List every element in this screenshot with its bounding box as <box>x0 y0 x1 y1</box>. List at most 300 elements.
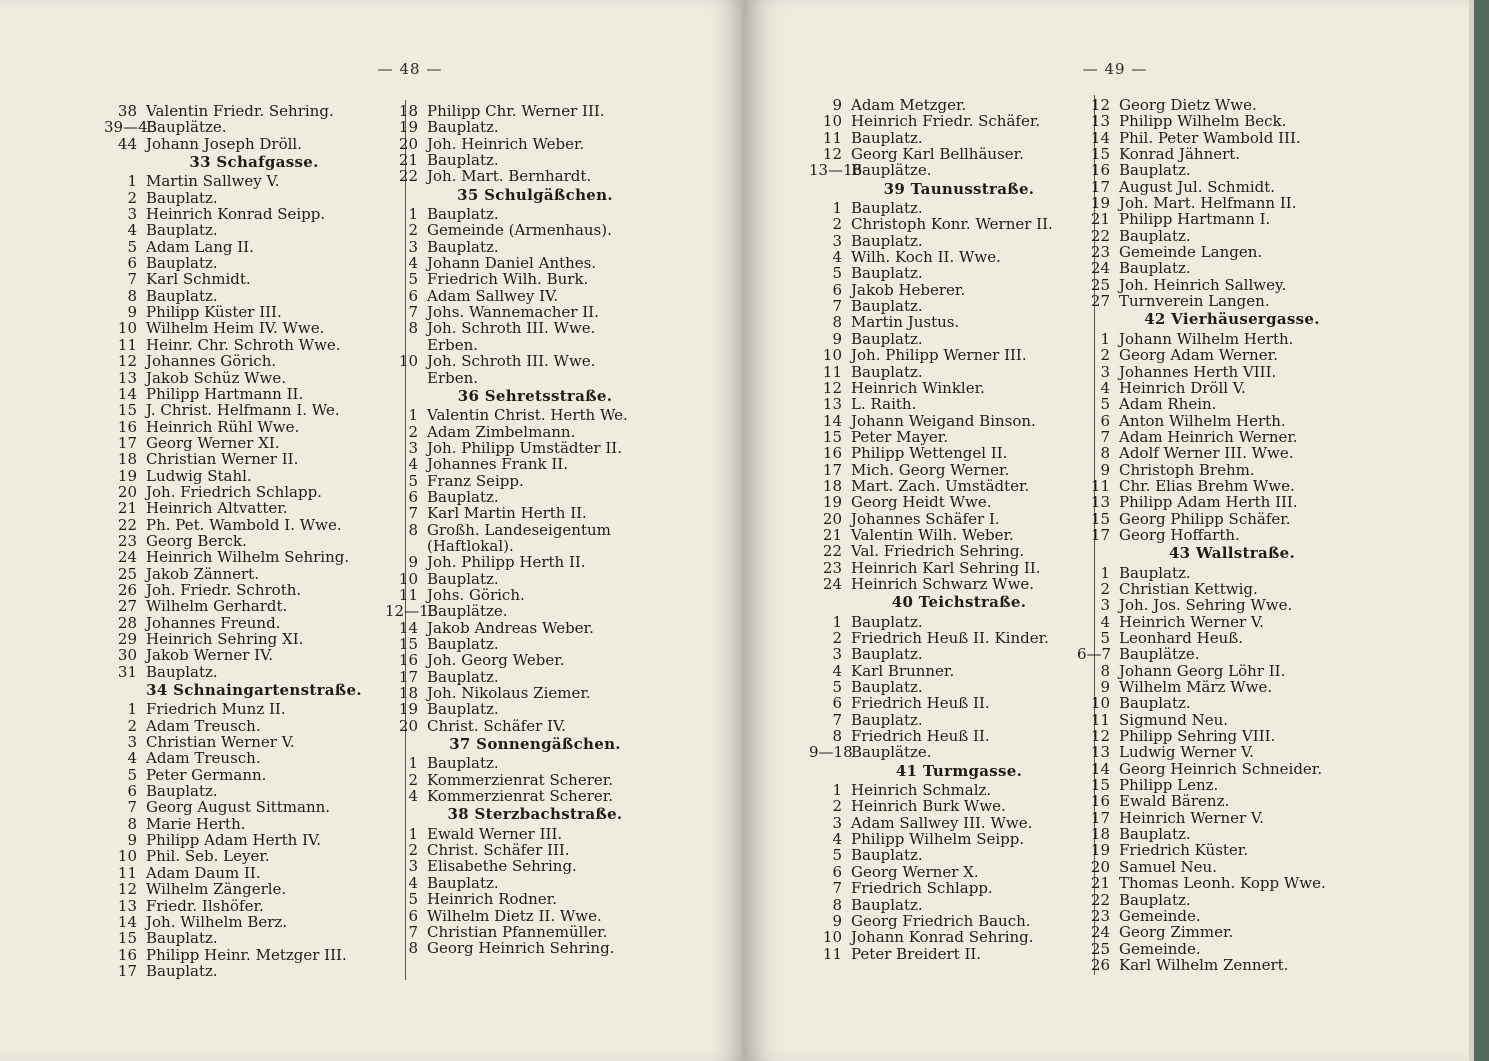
address-entry <box>385 842 685 858</box>
address-entry <box>104 320 404 336</box>
house-number: 4 <box>408 873 418 892</box>
owner-name: Joh. Jos. Sehring Wwe. <box>1119 596 1293 615</box>
house-number: 24 <box>1090 923 1110 942</box>
owner-name: Bauplatz. <box>1119 259 1191 278</box>
house-number: 1 <box>127 700 137 719</box>
owner-name: Bauplätze. <box>851 161 932 180</box>
house-number: 20 <box>822 509 842 528</box>
address-entry <box>385 370 685 386</box>
address-entry <box>385 239 685 255</box>
house-number: 5 <box>1100 395 1110 414</box>
address-entry <box>809 113 1109 129</box>
owner-name: Bauplatz. <box>851 612 923 631</box>
page-number-right: — 49 — <box>1035 60 1195 78</box>
house-number: 25 <box>1090 275 1110 294</box>
owner-name: Bauplatz. <box>1119 226 1191 245</box>
address-entry <box>104 119 404 135</box>
address-entry <box>1077 875 1387 891</box>
owner-name: Georg Heinrich Schneider. <box>1119 759 1323 778</box>
owner-name: Bauplatz. <box>146 782 218 801</box>
owner-name: Thomas Leonh. Kopp Wwe. <box>1119 874 1326 893</box>
house-number: 6 <box>832 694 842 713</box>
owner-name: Bauplatz. <box>851 362 923 381</box>
owner-name: Bauplatz. <box>1119 694 1191 713</box>
address-entry <box>104 288 404 304</box>
address-entry <box>809 233 1109 249</box>
house-number: 14 <box>117 912 137 931</box>
house-number: 3 <box>127 733 137 752</box>
owner-name: Heinrich Konrad Seipp. <box>146 205 326 224</box>
address-entry <box>104 136 404 152</box>
house-number: 5 <box>127 765 137 784</box>
owner-name: Jakob Heberer. <box>851 280 966 299</box>
address-entry <box>104 222 404 238</box>
owner-name: Jakob Zännert. <box>146 564 259 583</box>
owner-name: L. Raith. <box>851 395 917 414</box>
owner-name: Adam Treusch. <box>146 716 261 735</box>
owner-name: Heinrich Rühl Wwe. <box>146 417 300 436</box>
owner-name: Friedrich Heuß II. Kinder. <box>851 629 1049 647</box>
address-entry <box>809 130 1109 146</box>
house-number: 8 <box>832 727 842 746</box>
address-entry <box>809 782 1109 798</box>
house-number: 23 <box>822 558 842 577</box>
address-entry <box>385 701 685 717</box>
address-entry <box>1077 565 1387 581</box>
address-entry <box>385 152 685 168</box>
owner-name: Anton Wilhelm Herth. <box>1119 411 1286 430</box>
street-heading: 38 Sterzbachstraße. <box>447 805 623 824</box>
house-number: 12—13 <box>385 602 439 621</box>
address-entry <box>104 402 404 418</box>
house-number: 1 <box>408 406 418 425</box>
house-number: 19 <box>822 493 842 512</box>
house-number: 19 <box>398 700 418 719</box>
owner-name: J. Christ. Helfmann I. We. <box>146 401 340 420</box>
house-number: 12 <box>822 378 842 397</box>
house-number: 13 <box>1090 112 1110 131</box>
house-number: 11 <box>1090 476 1110 495</box>
address-entry <box>1077 597 1387 613</box>
owner-name: Philipp Adam Herth IV. <box>146 831 321 850</box>
owner-name: Georg August Sittmann. <box>146 798 331 817</box>
address-entry <box>809 478 1109 494</box>
owner-name: Karl Brunner. <box>851 661 955 680</box>
house-number: 2 <box>408 422 418 441</box>
owner-name: Wilhelm März Wwe. <box>1119 678 1273 697</box>
house-number <box>385 370 427 386</box>
owner-name: Adam Zimbelmann. <box>427 422 576 441</box>
house-number: 5 <box>408 471 418 490</box>
house-number: 19 <box>1090 841 1110 860</box>
address-entry <box>385 908 685 924</box>
owner-name: Jakob Werner IV. <box>146 646 274 665</box>
address-entry <box>809 265 1109 281</box>
owner-name: Joh. Wilhelm Berz. <box>146 912 288 931</box>
owner-name: Joh. Schroth III. Wwe. <box>427 352 596 371</box>
house-number: 4 <box>832 248 842 267</box>
address-entry <box>809 462 1109 478</box>
owner-name: Georg Heidt Wwe. <box>851 493 992 512</box>
street-heading: 36 Sehretsstraße. <box>457 386 613 405</box>
owner-name: Christoph Brehm. <box>1119 460 1255 479</box>
house-number: 10 <box>822 346 842 365</box>
street-heading: 35 Schulgäßchen. <box>457 185 613 204</box>
owner-name: Georg Adam Werner. <box>1119 346 1278 365</box>
address-column <box>104 103 404 979</box>
address-entry <box>104 582 404 598</box>
owner-name: Peter Breidert II. <box>851 944 982 963</box>
owner-name: Philipp Hartmann II. <box>146 384 304 403</box>
owner-name: Heinrich Werner V. <box>1119 612 1264 631</box>
address-entry <box>809 815 1109 831</box>
address-entry <box>385 407 685 423</box>
owner-name: Ewald Werner III. <box>427 824 563 843</box>
house-number: 1 <box>408 824 418 843</box>
owner-name: Bauplatz. <box>146 221 218 240</box>
address-entry <box>104 664 404 680</box>
address-entry <box>1077 494 1387 510</box>
owner-name: Jakob Schüz Wwe. <box>146 368 287 387</box>
address-entry <box>1077 581 1387 597</box>
address-entry <box>1077 130 1387 146</box>
owner-name: Joh. Georg Weber. <box>427 651 565 670</box>
owner-name: Philipp Wilhelm Seipp. <box>851 830 1025 849</box>
house-number: 13 <box>117 368 137 387</box>
address-entry <box>1077 429 1387 445</box>
house-number: 15 <box>822 427 842 446</box>
address-entry <box>104 190 404 206</box>
house-number: 15 <box>117 929 137 948</box>
address-entry <box>1077 859 1387 875</box>
owner-name: August Jul. Schmidt. <box>1119 177 1276 196</box>
address-entry <box>104 239 404 255</box>
address-entry <box>1077 179 1387 195</box>
owner-name: Bauplatz. <box>851 199 923 218</box>
house-number: 15 <box>1090 776 1110 795</box>
owner-name: Heinrich Rodner. <box>427 890 557 909</box>
house-number <box>385 538 427 554</box>
house-number: 18 <box>822 476 842 495</box>
address-entry <box>1077 364 1387 380</box>
owner-name: Adam Heinrich Werner. <box>1119 427 1298 446</box>
address-entry <box>809 249 1109 265</box>
owner-name: Ph. Pet. Wambold I. Wwe. <box>146 515 342 534</box>
house-number: 16 <box>398 651 418 670</box>
address-entry <box>809 364 1109 380</box>
owner-name: Bauplatz. <box>146 254 218 273</box>
owner-name: Valentin Christ. Herth We. <box>427 406 628 425</box>
owner-name: Philipp Adam Herth III. <box>1119 493 1298 512</box>
house-number: 1 <box>1100 329 1110 348</box>
house-number: 7 <box>408 303 418 322</box>
address-entry <box>385 826 685 842</box>
house-number: 23 <box>1090 243 1110 262</box>
address-entry <box>104 930 404 946</box>
owner-name: Adam Rhein. <box>1119 395 1217 414</box>
house-number: 8 <box>127 814 137 833</box>
owner-name: Peter Germann. <box>146 765 267 784</box>
address-entry <box>1077 793 1387 809</box>
owner-name: Valentin Friedr. Sehring. <box>146 102 334 120</box>
house-number: 12 <box>1090 727 1110 746</box>
owner-name: Jakob Andreas Weber. <box>427 618 594 637</box>
address-entry <box>385 669 685 685</box>
address-entry <box>809 576 1109 592</box>
address-entry <box>809 162 1109 178</box>
owner-name: Gemeinde. <box>1119 939 1201 958</box>
house-number: 6 <box>408 487 418 506</box>
house-number: 2 <box>832 797 842 816</box>
address-entry <box>385 353 685 369</box>
address-entry <box>1077 478 1387 494</box>
address-entry <box>1077 162 1387 178</box>
house-number: 11 <box>822 128 842 147</box>
address-entry <box>385 875 685 891</box>
right-page <box>747 0 1469 1061</box>
house-number: 38 <box>117 102 137 120</box>
owner-name: Joh. Friedrich Schlapp. <box>146 482 322 501</box>
owner-name: Peter Mayer. <box>851 427 949 446</box>
owner-name: Bauplatz. <box>427 667 499 686</box>
address-entry <box>104 750 404 766</box>
house-number: 15 <box>1090 509 1110 528</box>
house-number: 21 <box>398 151 418 170</box>
owner-name: Bauplatz. <box>146 286 218 305</box>
house-number: 18 <box>398 102 418 120</box>
address-entry <box>385 288 685 304</box>
owner-name: Christian Werner II. <box>146 450 299 469</box>
address-entry <box>1077 695 1387 711</box>
house-number: 31 <box>117 662 137 681</box>
address-column <box>385 103 685 957</box>
owner-name: Heinrich Werner V. <box>1119 808 1264 827</box>
address-entry <box>385 168 685 184</box>
house-number: 22 <box>117 515 137 534</box>
owner-name: Erben. <box>427 335 479 354</box>
house-number: 17 <box>1090 177 1110 196</box>
house-number: 9 <box>127 303 137 322</box>
house-number: 18 <box>117 450 137 469</box>
house-number: 15 <box>117 401 137 420</box>
owner-name: Adam Metzger. <box>851 96 967 114</box>
address-entry <box>809 864 1109 880</box>
house-number: 5 <box>127 237 137 256</box>
house-number: 17 <box>117 433 137 452</box>
house-number: 23 <box>117 531 137 550</box>
address-entry <box>385 858 685 874</box>
address-entry <box>809 494 1109 510</box>
owner-name: Wilh. Koch II. Wwe. <box>851 248 1001 267</box>
owner-name: Johannes Herth VIII. <box>1119 362 1277 381</box>
owner-name: Philipp Chr. Werner III. <box>427 102 605 120</box>
owner-name: Wilhelm Gerhardt. <box>146 597 288 616</box>
address-entry <box>809 314 1109 330</box>
house-number: 6 <box>127 254 137 273</box>
house-number: 2 <box>832 215 842 234</box>
owner-name: Johs. Görich. <box>427 585 525 604</box>
house-number: 9 <box>127 831 137 850</box>
house-number: 14 <box>1090 128 1110 147</box>
house-number: 6 <box>832 862 842 881</box>
house-number: 3 <box>1100 362 1110 381</box>
owner-name: Bauplatz. <box>851 329 923 348</box>
owner-name: Georg Friedrich Bauch. <box>851 911 1031 930</box>
house-number: 7 <box>127 798 137 817</box>
address-entry <box>809 527 1109 543</box>
address-entry <box>385 788 685 804</box>
house-number: 5 <box>408 890 418 909</box>
house-number: 17 <box>1090 525 1110 544</box>
house-number: 2 <box>408 221 418 240</box>
house-number: 3 <box>408 857 418 876</box>
address-entry <box>1077 228 1387 244</box>
owner-name: Erben. <box>427 368 479 387</box>
house-number: 2 <box>1100 579 1110 598</box>
address-entry <box>104 881 404 897</box>
address-entry <box>385 924 685 940</box>
house-number: 10 <box>1090 694 1110 713</box>
owner-name: Bauplatz. <box>427 487 499 506</box>
address-entry <box>809 679 1109 695</box>
address-entry <box>809 614 1109 630</box>
house-number: 1 <box>832 781 842 800</box>
address-entry <box>809 347 1109 363</box>
address-entry <box>1077 527 1387 543</box>
owner-name: Bauplatz. <box>1119 563 1191 582</box>
house-number: 10 <box>117 319 137 338</box>
house-number: 8 <box>127 286 137 305</box>
owner-name: Turnverein Langen. <box>1119 292 1270 311</box>
owner-name: Philipp Lenz. <box>1119 776 1219 795</box>
house-number: 9 <box>1100 460 1110 479</box>
house-number: 11 <box>398 585 418 604</box>
owner-name: Christoph Konr. Werner II. <box>851 215 1053 234</box>
owner-name: Phil. Peter Wambold III. <box>1119 128 1301 147</box>
house-number: 5 <box>832 264 842 283</box>
address-entry <box>385 505 685 521</box>
owner-name: Karl Schmidt. <box>146 270 251 289</box>
address-entry <box>104 799 404 815</box>
owner-name: Bauplatz. <box>851 128 923 147</box>
owner-name: Heinrich Schwarz Wwe. <box>851 574 1035 593</box>
owner-name: Martin Sallwey V. <box>146 172 280 191</box>
address-entry <box>1077 347 1387 363</box>
address-entry <box>104 419 404 435</box>
address-entry <box>1077 892 1387 908</box>
address-entry <box>1077 957 1387 973</box>
address-entry <box>809 831 1109 847</box>
address-entry <box>1077 712 1387 728</box>
address-entry <box>104 816 404 832</box>
house-number: 26 <box>117 580 137 599</box>
address-entry <box>1077 777 1387 793</box>
owner-name: Elisabethe Sehring. <box>427 857 577 876</box>
address-entry <box>1077 728 1387 744</box>
owner-name: Joh. Schroth III. Wwe. <box>427 319 596 338</box>
address-entry <box>1077 113 1387 129</box>
address-entry <box>1077 146 1387 162</box>
address-entry <box>385 571 685 587</box>
address-entry <box>104 353 404 369</box>
owner-name: Heinrich Altvatter. <box>146 499 288 518</box>
owner-name: Johannes Schäfer I. <box>851 509 1000 528</box>
owner-name: Georg Werner XI. <box>146 433 280 452</box>
owner-name: Martin Justus. <box>851 313 960 332</box>
owner-name: Heinrich Dröll V. <box>1119 378 1246 397</box>
house-number: 7 <box>832 710 842 729</box>
owner-name: Joh. Mart. Bernhardt. <box>427 167 592 186</box>
house-number: 4 <box>408 455 418 474</box>
owner-name: Bauplatz. <box>851 231 923 250</box>
house-number: 21 <box>822 525 842 544</box>
address-entry <box>1077 924 1387 940</box>
owner-name: Bauplatz. <box>427 754 499 773</box>
owner-name: Bauplatz. <box>1119 161 1191 180</box>
owner-name: Ludwig Werner V. <box>1119 743 1254 762</box>
street-heading: 39 Taunusstraße. <box>883 179 1035 198</box>
house-number: 16 <box>117 417 137 436</box>
address-entry <box>809 630 1109 646</box>
house-number: 8 <box>832 895 842 914</box>
owner-name: Joh. Mart. Helfmann II. <box>1119 194 1297 213</box>
address-entry <box>104 255 404 271</box>
address-entry <box>1077 97 1387 113</box>
house-number: 18 <box>398 684 418 703</box>
owner-name: Leonhard Heuß. <box>1119 629 1244 647</box>
address-entry <box>104 468 404 484</box>
house-number: 7 <box>832 297 842 316</box>
house-number: 3 <box>832 813 842 832</box>
owner-name: Johann Weigand Binson. <box>851 411 1036 430</box>
owner-name: Christ. Schäfer III. <box>427 841 570 860</box>
address-entry <box>1077 331 1387 347</box>
house-number: 10 <box>398 352 418 371</box>
house-number: 27 <box>1090 292 1110 311</box>
address-entry <box>104 947 404 963</box>
address-entry <box>385 940 685 956</box>
owner-name: Georg Hoffarth. <box>1119 525 1240 544</box>
owner-name: Wilhelm Heim IV. Wwe. <box>146 319 325 338</box>
house-number: 3 <box>832 231 842 250</box>
house-number: 22 <box>398 167 418 186</box>
owner-name: Karl Martin Herth II. <box>427 504 587 523</box>
address-entry <box>385 271 685 287</box>
owner-name: Valentin Wilh. Weber. <box>851 525 1014 544</box>
house-number: 13 <box>1090 743 1110 762</box>
owner-name: Gemeinde (Armenhaus). <box>427 221 612 240</box>
address-entry <box>385 255 685 271</box>
owner-name: Ewald Bärenz. <box>1119 792 1230 811</box>
house-number: 13 <box>117 896 137 915</box>
owner-name: Bauplätze. <box>146 118 227 137</box>
owner-name: Heinrich Schmalz. <box>851 781 992 800</box>
house-number: 22 <box>1090 226 1110 245</box>
house-number: 8 <box>832 313 842 332</box>
owner-name: Friedrich Heuß II. <box>851 727 990 746</box>
house-number: 24 <box>117 548 137 567</box>
house-number: 16 <box>1090 161 1110 180</box>
address-entry <box>104 631 404 647</box>
owner-name: Heinrich Karl Sehring II. <box>851 558 1041 577</box>
owner-name: Karl Wilhelm Zennert. <box>1119 955 1289 974</box>
address-entry <box>104 304 404 320</box>
address-entry <box>104 647 404 663</box>
address-entry <box>809 97 1109 113</box>
address-entry <box>104 370 404 386</box>
address-entry <box>809 282 1109 298</box>
house-number: 17 <box>1090 808 1110 827</box>
